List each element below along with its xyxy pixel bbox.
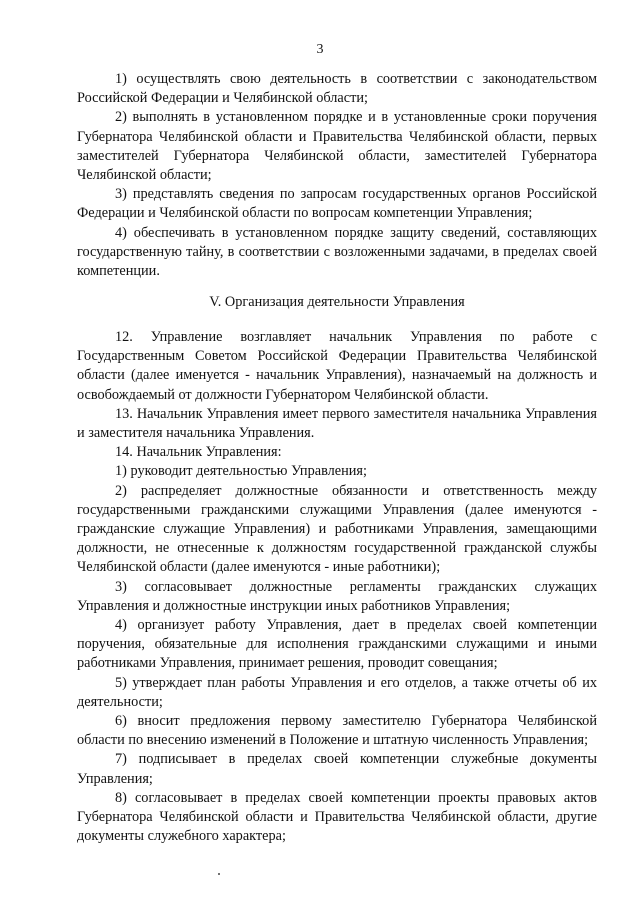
list-item: 7) подписывает в пределах своей компетенции служебные документы Управления; (77, 751, 597, 787)
list-item: 6) вносит предложения первому заместителю Губернатора Челябинской области по внесению изменений в Положение и штатную численность Управления; (77, 713, 597, 749)
list-item: 5) утверждает план работы Управления и его отделов, а также отчеты об их деятельности; (77, 674, 597, 710)
section-heading-wrap (77, 293, 597, 312)
list-item: 4) организует работу Управления, дает в пределах своей компетенции поручения, обязательные для исполнения гражданскими служащими и иными работниками Управления, принимает решения, проводит совещания; (77, 617, 597, 672)
list-item: 8) согласовывает в пределах своей компетенции проекты правовых актов Губернатора Челябинской области и Правительства Челябинской области, другие документы служебного характера; (77, 789, 597, 845)
paragraph: 13. Начальник Управления имеет первого заместителя начальника Управления и заместителя начальника Управления. (77, 405, 597, 442)
list-item: 3) согласовывает должностные регламенты гражданских служащих Управления и должностные инструкции иных работников Управления; (77, 578, 597, 614)
obligations-list (77, 70, 597, 281)
scan-speck (218, 873, 220, 875)
page-number: 3 (316, 42, 324, 57)
list-item: 1) осуществлять свою деятельность в соответствии с законодательством Российской Федерации и Челябинской области; (77, 71, 597, 107)
list-item: 2) распределяет должностные обязанности и ответственность между государственными гражданскими служащими Управления (далее именуются - гражданские служащие Управления) и работниками Управления, замещающими должности, не отнесенные к должностям государственной гражданской службы Челябинской области (далее именуются - иные работники); (77, 482, 597, 576)
list-item: 1) руководит деятельностью Управления; (115, 463, 367, 480)
paragraph: 12. Управление возглавляет начальник Управления по работе с Государственным Советом Российской Федерации Правительства Челябинской области (далее именуется - начальник Управления), назначаемый на должность и освобождаемый от должности Губернатором Челябинской области. (77, 329, 597, 403)
section-heading: V. Организация деятельности Управления (209, 294, 465, 310)
list-item: 4) обеспечивать в установленном порядке защиту сведений, составляющих государственную тайну, в соответствии с возложенными задачами, в пределах своей компетенции. (77, 224, 597, 280)
list-item: 2) выполнять в установленном порядке и в установленные сроки поручения Губернатора Челябинской области и Правительства Челябинской области, первых заместителей Губернатора Челябинской области, заместителей Губернатора Челябинской области; (77, 109, 597, 184)
section-body (77, 328, 597, 846)
list-item: 3) представлять сведения по запросам государственных органов Российской Федерации и Челябинской области по вопросам компетенции Управления; (77, 186, 597, 222)
paragraph: 14. Начальник Управления: (115, 444, 282, 461)
